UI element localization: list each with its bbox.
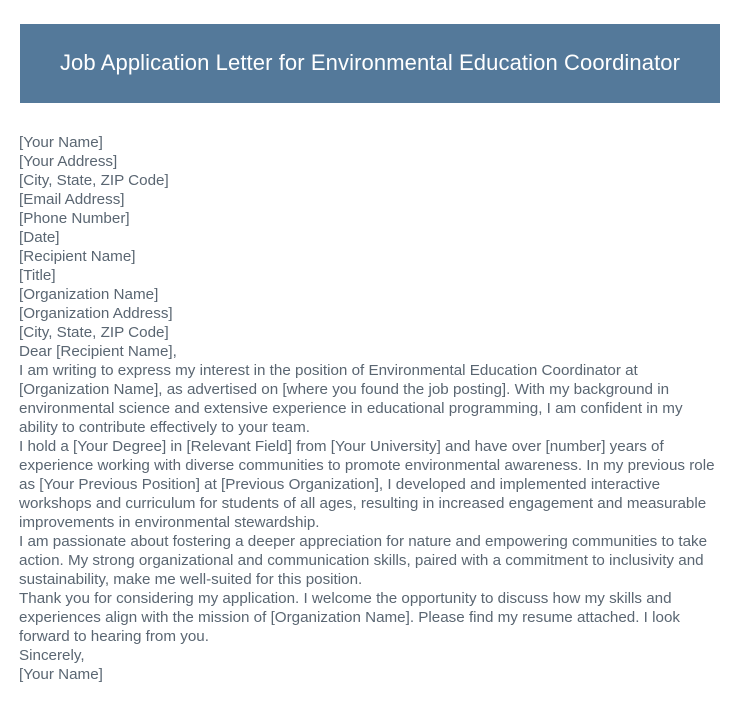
recipient-address-block — [19, 247, 725, 342]
sender-line-email: [Email Address] — [19, 191, 125, 208]
sender-line-address: [Your Address] — [19, 153, 118, 170]
signature-name: [Your Name] — [19, 666, 103, 683]
recipient-line-organization: [Organization Name] — [19, 286, 159, 303]
sender-address-block — [19, 133, 725, 247]
recipient-line-organization-address: [Organization Address] — [19, 305, 173, 322]
page-title: Job Application Letter for Environmental Education Coordinator — [59, 50, 681, 76]
document-header-banner — [20, 24, 720, 103]
body-paragraph-3: I am passionate about fostering a deeper appreciation for nature and empowering communities to take action. My strong organizational and communication skills, paired with a commitment to inclusivity and sustainability, make me well-suited for this position. — [19, 533, 708, 588]
sender-line-city-state-zip: [City, State, ZIP Code] — [19, 172, 169, 189]
sender-line-phone: [Phone Number] — [19, 210, 130, 227]
body-paragraph-2: I hold a [Your Degree] in [Relevant Field] from [Your University] and have over [number] years of experience working with diverse communities to promote environmental awareness. In my previous role as [Your Previous Position] at [Previous Organization], I developed and implemented interactive workshops and curriculum for students of all ages, resulting in increased engagement and measurable improvements in environmental stewardship. — [19, 438, 715, 531]
recipient-line-title: [Title] — [19, 267, 56, 284]
sender-line-date: [Date] — [19, 229, 60, 246]
letter-content — [19, 133, 725, 684]
salutation: Dear [Recipient Name], — [19, 343, 177, 360]
recipient-line-city-state-zip: [City, State, ZIP Code] — [19, 324, 169, 341]
sender-line-name: [Your Name] — [19, 134, 103, 151]
body-paragraph-1: I am writing to express my interest in the position of Environmental Education Coordinator at [Organization Name], as advertised on [where you found the job posting]. With my background in environmental science and extensive experience in educational programming, I am confident in my ability to contribute effectively to your team. — [19, 362, 683, 436]
body-paragraph-4: Thank you for considering my application. I welcome the opportunity to discuss how my skills and experiences align with the mission of [Organization Name]. Please find my resume attached. I look forward to hearing from you. — [19, 590, 680, 645]
closing-salutation: Sincerely, — [19, 647, 85, 664]
recipient-line-name: [Recipient Name] — [19, 248, 136, 265]
